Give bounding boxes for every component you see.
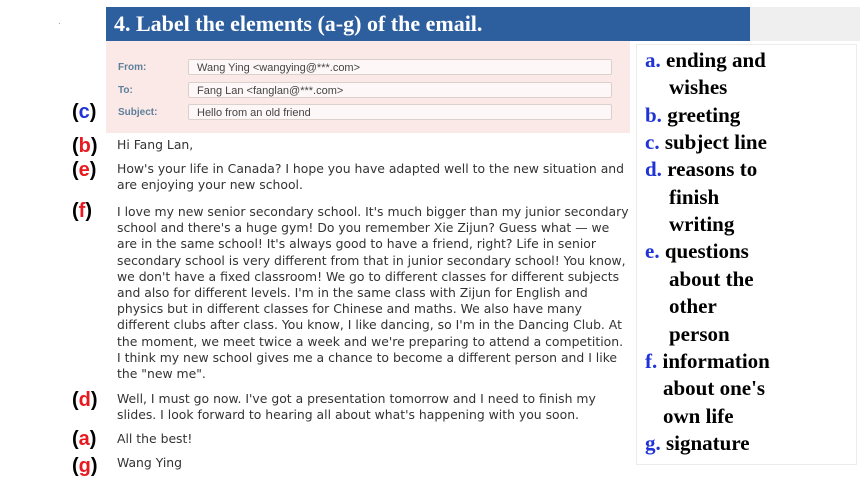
option-a: a. ending and bbox=[645, 48, 766, 72]
option-d-continued: finish bbox=[669, 185, 720, 209]
option-b: b. greeting bbox=[645, 103, 741, 127]
subject-label: Subject: bbox=[118, 107, 158, 118]
answer-label-ending: (a) bbox=[72, 428, 97, 450]
answer-letter: d bbox=[78, 389, 91, 411]
email-ending: All the best! bbox=[117, 431, 193, 446]
option-e: e. questions bbox=[645, 239, 749, 263]
answer-letter: b bbox=[78, 135, 91, 157]
email-header bbox=[106, 41, 630, 133]
options-panel bbox=[636, 44, 857, 465]
option-e-continued: person bbox=[669, 322, 730, 346]
answer-label-subject: (c) bbox=[72, 101, 97, 123]
answer-letter: c bbox=[78, 101, 90, 123]
to-field: Fang Lan <fanglan@***.com> bbox=[188, 82, 612, 98]
option-e-continued: other bbox=[669, 294, 717, 318]
email-greeting: Hi Fang Lan, bbox=[117, 137, 194, 152]
option-f: f. information bbox=[645, 349, 770, 373]
option-a-continued: wishes bbox=[669, 75, 728, 99]
option-d-continued: writing bbox=[669, 212, 735, 236]
answer-label-signature: (g) bbox=[72, 455, 98, 477]
email-paragraph-own-life: I love my new senior secondary school. It's much bigger than my junior secondary school and there's a huge gym! Do you remember Xie Zijun? Guess what — we are in the same school! It's always good to have a friend, right? Life in senior secondary school is very different from that in junior secondary school! You know, we don't have a fixed classroom! We go to different classes for different subjects and also for different levels. I'm in the same class with Zijun for English and physics but in different classes for Chinese and maths. We also have many different clubs after class. You know, I like dancing, so I'm in the Dancing Club. At the moment, we meet twice a week and we're preparing to attend a competition. I think my new school gives me a chance to become a different person and I like the "new me". bbox=[117, 204, 629, 382]
option-g: g. signature bbox=[645, 431, 750, 455]
option-e-continued: about the bbox=[669, 267, 754, 291]
option-f-continued: about one's bbox=[663, 376, 766, 400]
answer-label-greeting: (b) bbox=[72, 135, 98, 157]
answer-label-reasons: (d) bbox=[72, 389, 98, 411]
email-signature: Wang Ying bbox=[117, 455, 182, 470]
answer-letter: g bbox=[78, 455, 91, 477]
answer-letter: e bbox=[78, 159, 90, 181]
answer-label-own-life: (f) bbox=[72, 200, 93, 222]
from-field: Wang Ying <wangying@***.com> bbox=[188, 59, 612, 75]
decorative-dot: . bbox=[58, 17, 61, 27]
answer-letter: a bbox=[78, 428, 90, 450]
answer-letter: f bbox=[78, 200, 86, 222]
email-card bbox=[106, 41, 630, 473]
answer-label-questions: (e) bbox=[72, 159, 97, 181]
subject-field: Hello from an old friend bbox=[188, 104, 612, 120]
email-paragraph-reasons: Well, I must go now. I've got a presentation tomorrow and I need to finish my slides. I look forward to hearing all about what's happening with you soon. bbox=[117, 391, 596, 423]
option-f-continued: own life bbox=[663, 404, 734, 428]
page-title: 4. Label the elements (a-g) of the email. bbox=[106, 7, 750, 41]
from-label: From: bbox=[118, 62, 147, 73]
option-c: c. subject line bbox=[645, 130, 767, 154]
to-label: To: bbox=[118, 85, 133, 96]
title-bar-extension bbox=[750, 7, 860, 41]
option-d: d. reasons to bbox=[645, 157, 758, 181]
email-paragraph-questions: How's your life in Canada? I hope you have adapted well to the new situation and are enjoying your new school. bbox=[117, 161, 625, 193]
